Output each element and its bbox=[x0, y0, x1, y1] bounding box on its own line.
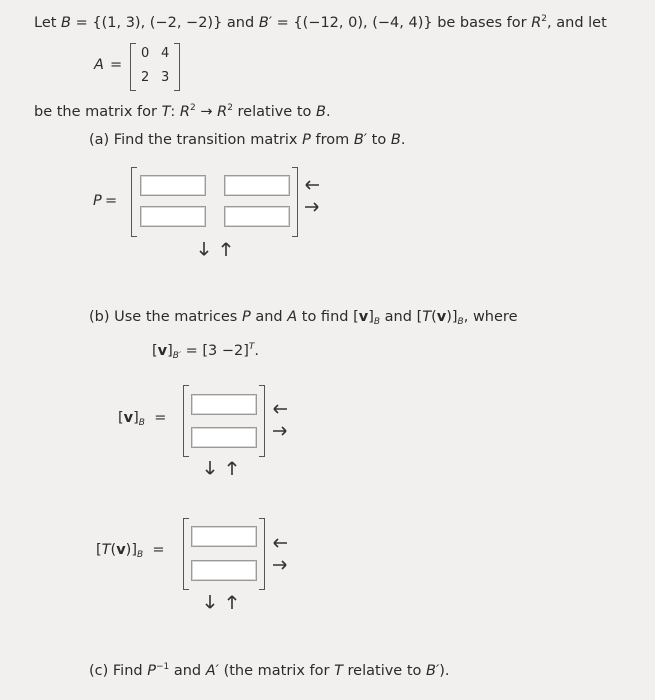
superscript: 2 bbox=[541, 14, 548, 24]
text: from bbox=[310, 132, 354, 148]
var-v: v bbox=[123, 410, 134, 426]
text: (a) Find the transition matrix bbox=[89, 132, 303, 148]
superscript: 2 bbox=[190, 103, 196, 113]
matrix-a-cell: 3 bbox=[161, 70, 170, 85]
vB-input[interactable] bbox=[191, 394, 257, 415]
resize-rows-icon[interactable] bbox=[199, 240, 233, 262]
matrix-p-input[interactable] bbox=[140, 175, 206, 196]
matrix-p-right-bracket bbox=[292, 167, 298, 237]
var-Bprime: B′ bbox=[353, 132, 368, 148]
text: (b) Use the matrices bbox=[89, 309, 242, 325]
resize-rows-icon[interactable] bbox=[205, 593, 239, 615]
var-B: B bbox=[390, 132, 401, 148]
var-T: T bbox=[101, 542, 111, 558]
TvB-input[interactable] bbox=[191, 526, 257, 547]
part-a-question bbox=[89, 132, 405, 148]
var-Bprime: B′ bbox=[258, 15, 273, 31]
text: to find bbox=[297, 309, 354, 325]
subscript: B bbox=[136, 550, 144, 560]
equals: = bbox=[154, 410, 167, 426]
matrix-a-label: A bbox=[94, 57, 104, 73]
text: . bbox=[325, 104, 331, 120]
matrix-a-right-bracket bbox=[174, 43, 180, 91]
var-B: B bbox=[316, 104, 326, 120]
matrix-p-input[interactable] bbox=[224, 206, 290, 227]
matrix-p-input[interactable] bbox=[224, 175, 290, 196]
var-T: T bbox=[334, 663, 343, 679]
subscript: B bbox=[138, 418, 145, 428]
text: ). bbox=[439, 663, 450, 679]
part-b-question: (b) Use the matrices P and A to find $[v]_B$ and $[T(v)]_B$, where bbox=[89, 309, 518, 327]
resize-rows-icon[interactable] bbox=[205, 459, 239, 481]
matrix-p-equals: = bbox=[105, 193, 118, 209]
subscript: B bbox=[373, 317, 381, 327]
vB-label: $[v]_B$ = bbox=[118, 410, 167, 428]
subscript: B bbox=[457, 317, 464, 327]
text: (c) Find bbox=[89, 663, 148, 679]
equals: = bbox=[152, 542, 165, 558]
text-and-let: , and let bbox=[547, 15, 607, 31]
TvB-label: $[T(v)]_B$ = bbox=[96, 542, 165, 560]
text: relative to bbox=[232, 104, 316, 120]
matrix-a-left-bracket bbox=[130, 43, 136, 91]
superscript: −1 bbox=[155, 662, 170, 672]
matrix-a-cell: 0 bbox=[141, 46, 150, 61]
text: . bbox=[400, 132, 406, 148]
problem-statement-line2 bbox=[34, 103, 331, 120]
var-T: T bbox=[161, 104, 171, 120]
var-v: v bbox=[116, 542, 126, 558]
TvB-left-bracket bbox=[183, 518, 189, 590]
matrix-p-input[interactable] bbox=[140, 206, 206, 227]
vB-right-bracket bbox=[259, 385, 265, 457]
var-P: P bbox=[241, 309, 251, 325]
text-let: Let bbox=[34, 15, 57, 31]
var-R: R bbox=[179, 104, 190, 120]
matrix-p-label: P bbox=[93, 193, 102, 209]
text: : bbox=[170, 104, 180, 120]
resize-cols-icon[interactable] bbox=[271, 404, 289, 442]
var-Bprime: B′ bbox=[426, 663, 440, 679]
text: relative to bbox=[342, 663, 426, 679]
arrow-text: → bbox=[195, 104, 218, 120]
problem-statement-line1 bbox=[34, 14, 607, 31]
part-c-question bbox=[89, 662, 450, 679]
var-P: P bbox=[147, 663, 156, 679]
text: and bbox=[169, 663, 206, 679]
text: and bbox=[380, 309, 417, 325]
given-vector: $[v]_{B'} = [3 -2]^T$. bbox=[152, 342, 260, 361]
var-R: R bbox=[531, 15, 542, 31]
text: . bbox=[254, 343, 260, 359]
superscript: 2 bbox=[227, 103, 233, 113]
var-R: R bbox=[217, 104, 228, 120]
var-v: v bbox=[157, 343, 168, 359]
text: be the matrix for bbox=[34, 104, 162, 120]
resize-cols-icon[interactable] bbox=[271, 538, 289, 576]
var-B: B bbox=[61, 15, 71, 31]
var-A: A bbox=[287, 309, 298, 325]
var-Aprime: A′ bbox=[205, 663, 219, 679]
var-v: v bbox=[436, 309, 447, 325]
given-values: = [3 −2] bbox=[181, 343, 249, 359]
text: to bbox=[367, 132, 391, 148]
text: and bbox=[250, 309, 288, 325]
matrix-a-cell: 2 bbox=[141, 70, 150, 85]
var-v: v bbox=[358, 309, 369, 325]
var-P: P bbox=[302, 132, 311, 148]
matrix-a-cell: 4 bbox=[161, 46, 170, 61]
TvB-right-bracket bbox=[259, 518, 265, 590]
text: where bbox=[468, 309, 518, 325]
TvB-input[interactable] bbox=[191, 560, 257, 581]
text: (the matrix for bbox=[218, 663, 335, 679]
var-T: T bbox=[422, 309, 432, 325]
basis-B-values: = {(1, 3), (−2, −2)} and bbox=[71, 15, 259, 31]
vB-left-bracket bbox=[183, 385, 189, 457]
matrix-p-left-bracket bbox=[131, 167, 137, 237]
subscript: B′ bbox=[172, 351, 182, 361]
matrix-a-equals: = bbox=[110, 57, 123, 73]
vB-input[interactable] bbox=[191, 427, 257, 448]
transpose-superscript: T bbox=[248, 342, 255, 352]
resize-cols-icon[interactable] bbox=[303, 180, 321, 218]
basis-Bprime-values: = {(−12, 0), (−4, 4)} be bases for bbox=[272, 15, 532, 31]
